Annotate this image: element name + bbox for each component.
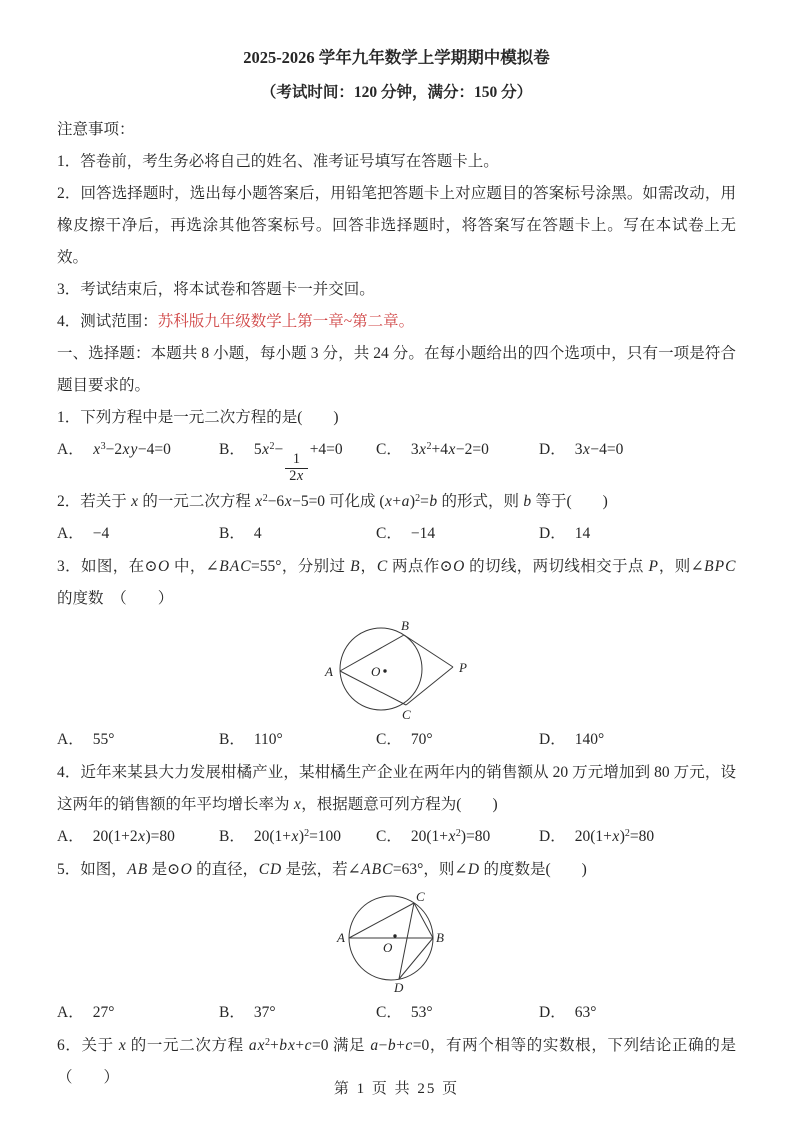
circle-chord-diagram <box>336 890 458 996</box>
question-3 <box>57 551 736 755</box>
option-letter: B． <box>219 1004 245 1022</box>
option-value: −4 <box>92 525 110 543</box>
option-letter: C． <box>376 828 402 846</box>
option-value: $3x^2+4x-2=0$ <box>410 441 489 458</box>
question-4-stem: 4．近年来某县大力发展柑橘产业，某柑橘生产企业在两年内的销售额从 20 万元增加到 80 万元，设这两年的销售额的年平均增长率为 x，根据题意可列方程为( ) <box>57 764 736 814</box>
question-5-option-d <box>539 998 736 1028</box>
page-title: 2025-2026 学年九年数学上学期期中模拟卷 <box>243 48 550 67</box>
question-3-stem: 3．如图，在⊙O 中，∠BAC=55°，分别过 B，C 两点作⊙O 的切线，两切线相交于点 P，则∠BPC 的度数 （ ） <box>57 558 736 608</box>
option-letter: D． <box>539 828 566 846</box>
question-1-option-a <box>57 435 219 484</box>
question-3-option-a <box>57 725 219 755</box>
option-letter: A． <box>57 441 84 458</box>
option-letter: B． <box>219 525 245 543</box>
center-label-o: O <box>382 940 392 956</box>
option-value: 140° <box>574 731 605 749</box>
question-1-option-b <box>219 435 376 484</box>
question-4-option-a <box>57 822 219 852</box>
page-footer: 第 1 页 共 25 页 <box>333 1081 460 1097</box>
option-value: 110° <box>253 731 283 749</box>
question-3-figure <box>57 619 736 723</box>
point-label-a: A <box>324 664 333 680</box>
option-value: 37° <box>253 1004 276 1022</box>
question-1-options <box>57 435 736 484</box>
question-2-option-b <box>219 519 376 549</box>
notice-heading: 注意事项： <box>57 121 135 138</box>
option-letter: A． <box>57 828 84 846</box>
point-label-c: C <box>401 707 411 723</box>
option-value: 55° <box>92 731 115 749</box>
option-value: $5x^2-$ $\frac{1}{2x}$ +4=0 <box>253 441 343 484</box>
notice-item-1: 1．答卷前，考生务必将自己的姓名、准考证号填写在答题卡上。 <box>57 153 499 170</box>
question-5-stem: 5．如图，AB 是⊙O 的直径，CD 是弦，若∠ABC=63°，则∠D 的度数是( ) <box>57 861 587 879</box>
option-letter: A． <box>57 1004 84 1022</box>
question-2-option-a <box>57 519 219 549</box>
option-value: $x^3-2xy-4=0$ <box>93 441 171 458</box>
question-5-option-b <box>219 998 376 1028</box>
option-letter: D． <box>539 441 566 458</box>
question-5-option-c <box>376 998 539 1028</box>
option-value: $20(1+x^2)=80$ <box>410 828 491 846</box>
question-3-option-c <box>376 725 539 755</box>
option-letter: A． <box>57 525 84 543</box>
option-value: 20(1+2x)=80 <box>92 828 175 846</box>
question-2-options <box>57 519 736 549</box>
option-letter: D． <box>539 525 566 543</box>
question-2 <box>57 486 736 549</box>
question-1-option-d <box>539 435 736 484</box>
option-value: −14 <box>410 525 436 543</box>
question-4 <box>57 757 736 852</box>
option-letter: C． <box>376 731 402 749</box>
option-letter: B． <box>219 828 245 846</box>
option-letter: C． <box>376 441 402 458</box>
question-4-option-c <box>376 822 539 852</box>
section-heading-choice: 一、选择题：本题共 8 小题，每小题 3 分，共 24 分。在每小题给出的四个选项中，只有一项是符合题目要求的。 <box>57 345 736 394</box>
circle-tangent-diagram <box>321 619 473 723</box>
point-label-p: P <box>458 660 467 676</box>
question-4-option-d <box>539 822 736 852</box>
point-label-d: D <box>393 980 403 996</box>
option-value: 27° <box>92 1004 115 1022</box>
question-5-figure <box>57 890 736 996</box>
option-letter: C． <box>376 1004 402 1022</box>
option-value: $20(1+x)^2=80$ <box>574 828 655 846</box>
question-1 <box>57 402 736 484</box>
option-letter: A． <box>57 731 84 749</box>
point-label-c: C <box>415 890 425 905</box>
question-3-option-d <box>539 725 736 755</box>
question-2-option-d <box>539 519 736 549</box>
option-letter: B． <box>219 731 245 749</box>
point-label-b: B <box>435 930 444 946</box>
option-value: 70° <box>410 731 433 749</box>
option-letter: B． <box>219 441 245 458</box>
question-5 <box>57 854 736 1028</box>
option-letter: C． <box>376 525 402 543</box>
question-4-options <box>57 822 736 852</box>
point-label-b: B <box>400 619 409 634</box>
option-value: 53° <box>410 1004 433 1022</box>
question-2-stem: 2．若关于 x 的一元二次方程 $x^2-6x-5=0$ 可化成 $(x+a)^2=b$ 的形式，则 b 等于( ) <box>57 493 608 511</box>
option-value: 63° <box>574 1004 597 1022</box>
question-1-option-c <box>376 435 539 484</box>
exam-info-line: （考试时间：120 分钟，满分：150 分） <box>260 84 533 101</box>
option-letter: D． <box>539 731 566 749</box>
notice-item-2: 2．回答选择题时，选出每小题答案后，用铅笔把答题卡上对应题目的答案标号涂黑。如需改动，用橡皮擦干净后，再选涂其他答案标号。回答非选择题时，将答案写在答题卡上。写在本试卷上无效。 <box>57 185 736 266</box>
center-label-o: O <box>370 664 380 680</box>
notice-item-3: 3．考试结束后，将本试卷和答题卡一并交回。 <box>57 281 375 298</box>
option-value: $20(1+x)^2=100$ <box>253 828 342 846</box>
question-6-stem: 6．关于 x 的一元二次方程 $ax^2+bx+c=0$ 满足 a−b+c=0，有两个相等的实数根，下列结论正确的是（ ） <box>57 1037 736 1087</box>
question-3-option-b <box>219 725 376 755</box>
option-letter: D． <box>539 1004 566 1022</box>
question-4-option-b <box>219 822 376 852</box>
question-5-options <box>57 998 736 1028</box>
notice-item-4: 4．测试范围：苏科版九年级数学上第一章~第二章。 <box>57 313 415 330</box>
question-2-option-c <box>376 519 539 549</box>
question-3-options <box>57 725 736 755</box>
question-1-stem: 1．下列方程中是一元二次方程的是( ) <box>57 409 339 426</box>
option-value: 3x−4=0 <box>574 441 624 458</box>
option-value: 14 <box>574 525 591 543</box>
point-label-a: A <box>336 930 345 946</box>
option-value: 4 <box>253 525 262 543</box>
question-5-option-a <box>57 998 219 1028</box>
